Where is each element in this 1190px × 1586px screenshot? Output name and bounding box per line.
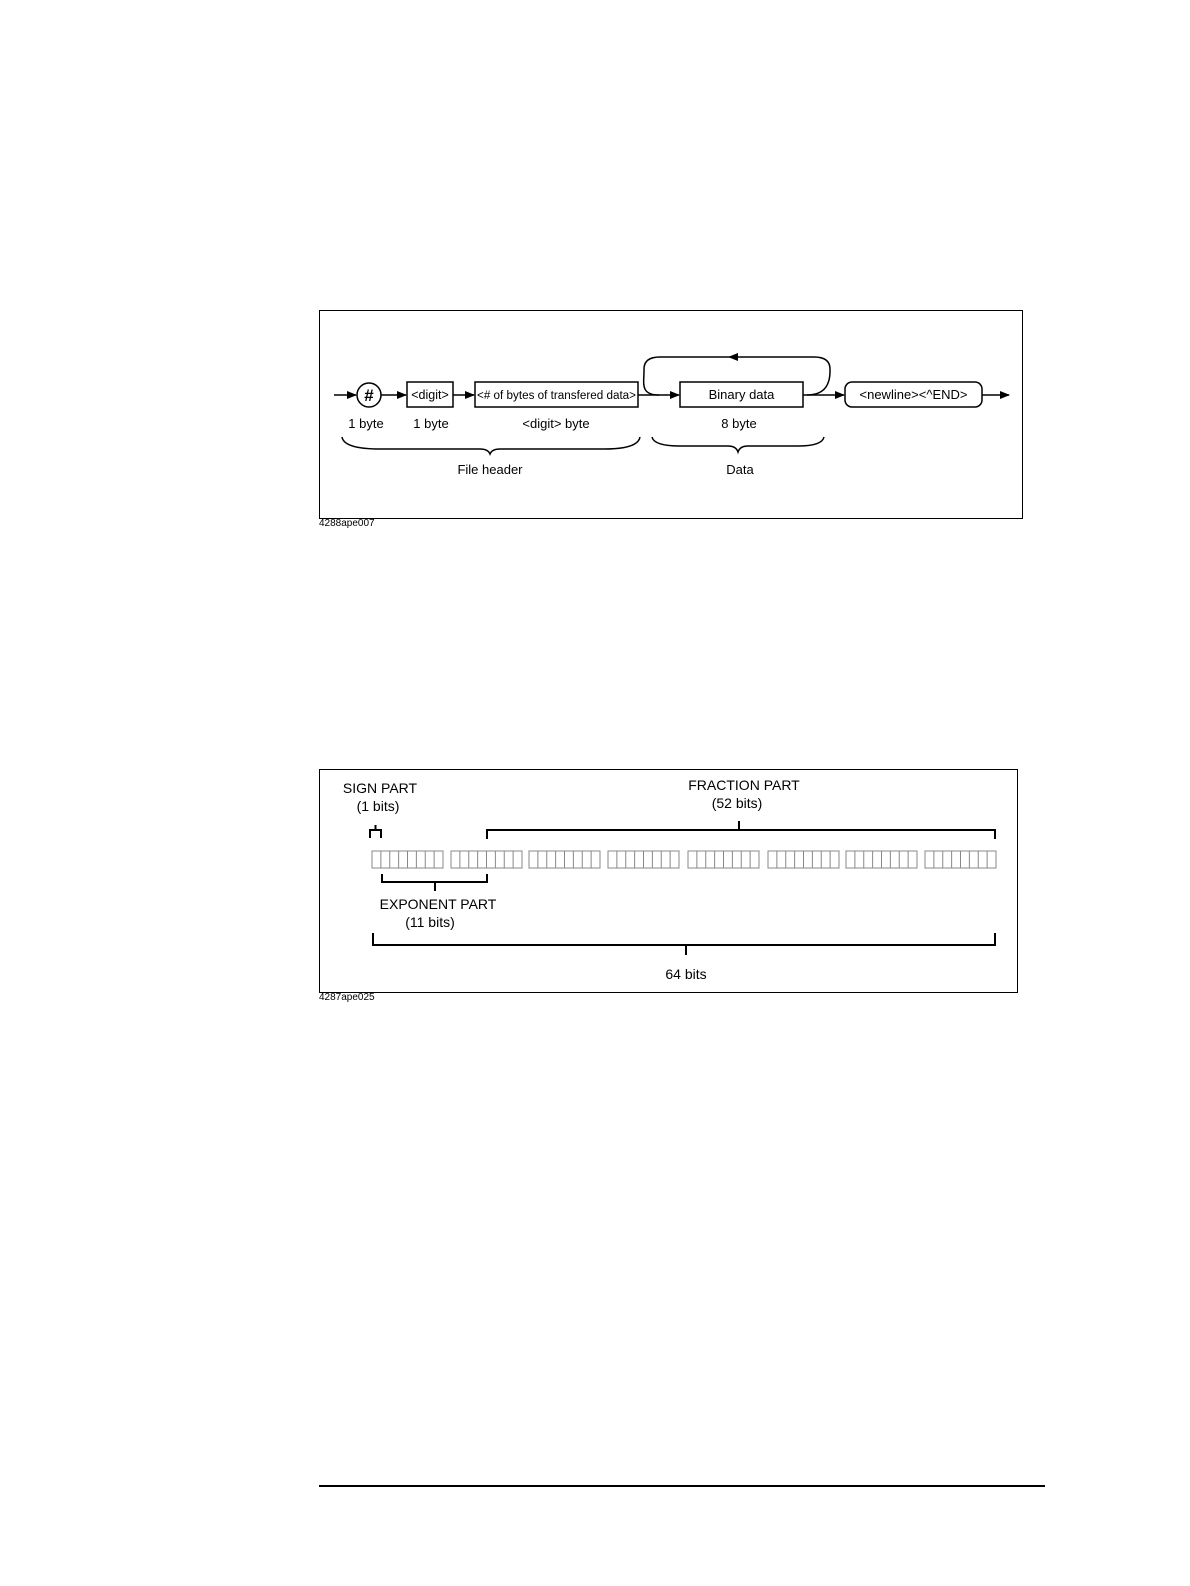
- binary-data-node-label: Binary data: [708, 387, 775, 402]
- total-bracket: [373, 933, 995, 955]
- sign-bracket: [370, 825, 381, 838]
- figure-2-id: 4287ape025: [319, 992, 375, 1003]
- fraction-part-title: FRACTION PART: [688, 777, 800, 793]
- byte-group: [608, 851, 679, 868]
- sign-part-title: SIGN PART: [342, 780, 418, 796]
- byte-group: [688, 851, 759, 868]
- binary-format-diagram: [320, 311, 1022, 518]
- file-header-brace: [342, 437, 640, 454]
- binary-size-label: 8 byte: [721, 416, 757, 431]
- total-bits-label: 64 bits: [665, 966, 707, 982]
- num-bytes-node-label: <# of bytes of transfered data>: [477, 390, 637, 402]
- bit-cells: [372, 851, 996, 868]
- figure-1-id: 4288ape007: [319, 518, 375, 529]
- byte-group: [768, 851, 839, 868]
- float-format-diagram: [320, 770, 1017, 992]
- footer-rule: [319, 1485, 1045, 1487]
- fraction-bracket: [487, 821, 995, 839]
- exponent-bracket: [382, 874, 487, 891]
- byte-group: [451, 851, 522, 868]
- data-group-label: Data: [726, 462, 754, 477]
- fraction-part-bits: (52 bits): [711, 795, 763, 811]
- terminator-node-label: <newline><^END>: [859, 387, 968, 402]
- byte-group: [529, 851, 600, 868]
- digit-node-label: <digit>: [411, 388, 449, 402]
- sign-part-bits: (1 bits): [356, 798, 400, 814]
- hash-size-label: 1 byte: [348, 416, 384, 431]
- exponent-part-title: EXPONENT PART: [379, 896, 497, 912]
- float-format-figure: [319, 769, 1018, 993]
- num-bytes-size-label: <digit> byte: [522, 416, 590, 431]
- data-brace: [652, 437, 824, 452]
- loop-arrowhead: [728, 353, 738, 361]
- byte-group: [846, 851, 917, 868]
- binary-format-figure: [319, 310, 1023, 519]
- digit-size-label: 1 byte: [413, 416, 449, 431]
- byte-group: [372, 851, 443, 868]
- exponent-part-bits: (11 bits): [405, 914, 455, 930]
- file-header-label: File header: [457, 462, 523, 477]
- byte-group: [925, 851, 996, 868]
- hash-node-label: #: [364, 386, 374, 405]
